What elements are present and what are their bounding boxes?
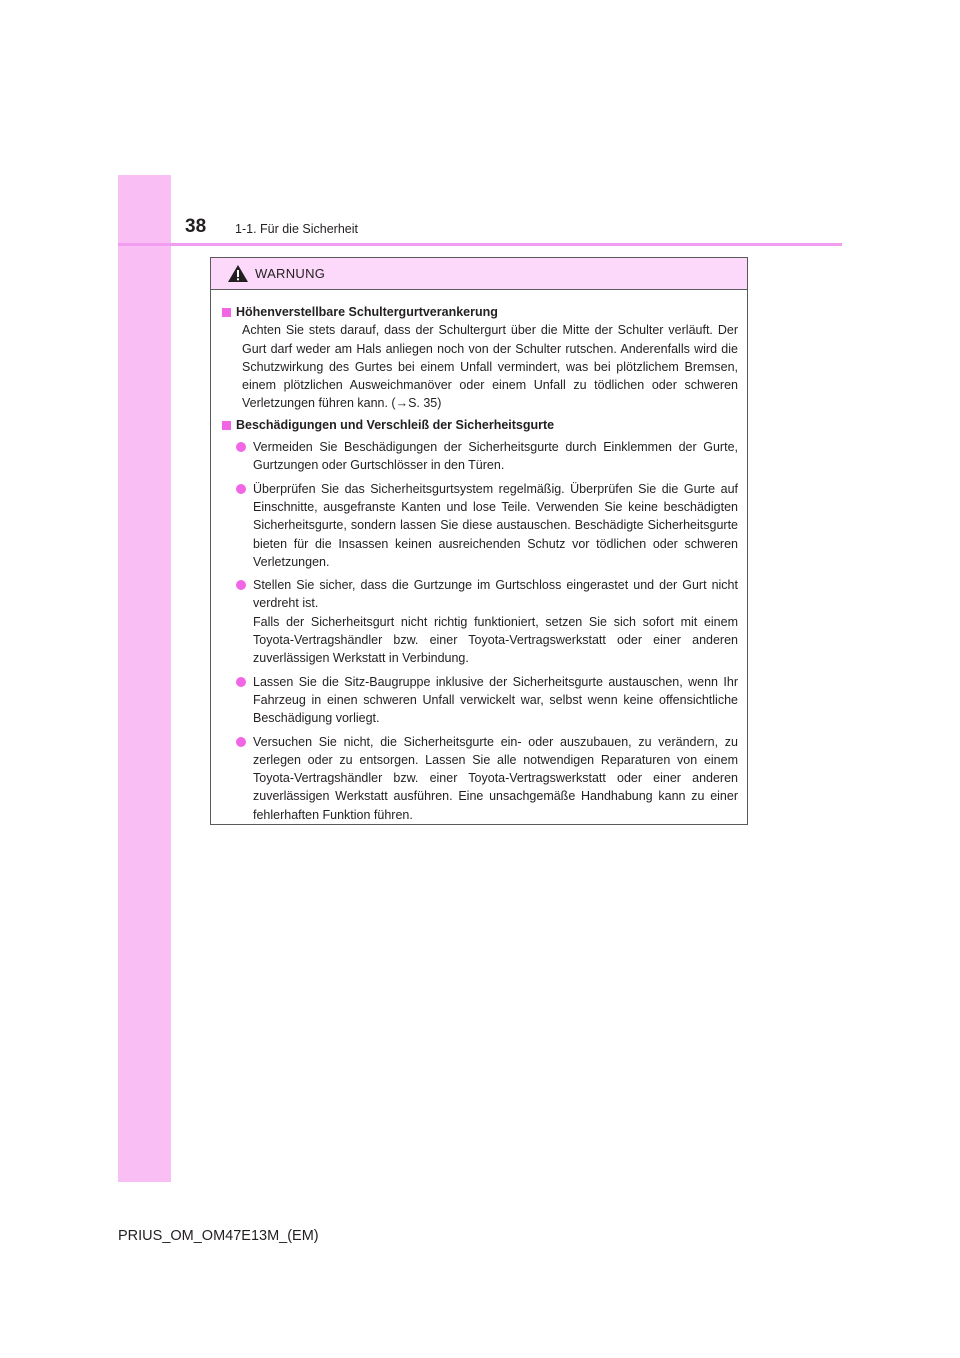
list-item-line: Vermeiden Sie Beschädigungen der Sicherheitsgurte durch Einklemmen der Gurte, Gurtzungen oder Gurtschlösser in den Türen. <box>253 440 738 473</box>
round-bullet-icon <box>236 484 246 494</box>
list-item-text <box>253 438 738 475</box>
list-item-line: Falls der Sicherheitsgurt nicht richtig funktioniert, setzen Sie sich sofort mit einem Toyota-Vertragshändler bzw. einer Toyota-Vertragswerkstatt oder einer anderen zuverlässigen Werkstatt in Verbindung. <box>253 614 738 666</box>
list-item-line: Versuchen Sie nicht, die Sicherheitsgurte ein- oder auszubauen, zu verändern, zu zerlegen oder zu entsorgen. Lassen Sie alle notwendigen Reparaturen von einem Toyota-Vertragshändler bzw. einer Toyota-Vertragswerkstatt oder einer anderen zuverlässigen Werkstatt ausführen. Eine unsachgemäße Handhabung kann zu einer fehlerhaften Funktion führen. <box>253 734 738 822</box>
warning-section-belt-damage <box>222 416 738 824</box>
list-item <box>222 673 738 728</box>
section-heading-row <box>222 303 738 321</box>
list-item <box>222 733 738 824</box>
list-item-text <box>253 733 738 824</box>
side-color-band <box>118 175 171 1182</box>
round-bullet-icon <box>236 677 246 687</box>
warning-body <box>211 290 747 824</box>
list-item-text <box>253 480 738 571</box>
list-item-line: Überprüfen Sie das Sicherheitsgurtsystem regelmäßig. Überprüfen Sie die Gurte auf Einschnitte, ausgefranste Kanten und lose Teile. Verwenden Sie keine beschädigten Sicherheitsgurte, sondern lassen Sie diese austauschen. Beschädigte Sicherheitsgurte bieten für die Insassen keinen ausreichenden Schutz vor tödlichen oder schweren Verletzungen. <box>253 481 738 569</box>
document-code: PRIUS_OM_OM47E13M_(EM) <box>118 1228 319 1244</box>
section-heading-row <box>222 416 738 434</box>
header-divider <box>118 243 842 246</box>
round-bullet-icon <box>236 737 246 747</box>
round-bullet-icon <box>236 580 246 590</box>
section-paragraph: Achten Sie stets darauf, dass der Schultergurt über die Mitte der Schulter verläuft. Der Gurt darf weder am Hals anliegen noch von der Schulter rutschen. Anderenfalls wird die Schutzwirkung des Gurtes bei einem Unfall vermindert, was bei plötzlichem Bremsen, einem plötzlichen Ausweichmanöver oder einem Unfall zu tödlichen oder schweren Verletzungen führen kann. (→S. 35) <box>242 323 738 411</box>
list-item-line: Lassen Sie die Sitz-Baugruppe inklusive der Sicherheitsgurte austauschen, wenn Ihr Fahrzeug in einen schweren Unfall verwickelt war, selbst wenn keine offensichtliche Beschädigung vorliegt. <box>253 674 738 726</box>
list-item-text <box>253 576 738 667</box>
list-item <box>222 576 738 667</box>
list-item <box>222 438 738 475</box>
page-number: 38 <box>185 216 207 237</box>
list-item-line: Stellen Sie sicher, dass die Gurtzunge im Gurtschloss eingerastet und der Gurt nicht verdreht ist. <box>253 578 738 611</box>
section-title: 1-1. Für die Sicherheit <box>235 222 358 236</box>
warning-triangle-icon <box>227 264 249 283</box>
warning-section-shoulder-anchor <box>222 303 738 413</box>
list-item-text <box>253 673 738 728</box>
warning-box <box>210 257 748 825</box>
list-item <box>222 480 738 571</box>
section-heading: Beschädigungen und Verschleiß der Sicherheitsgurte <box>236 417 555 432</box>
section-heading: Höhenverstellbare Schultergurtverankerung <box>236 305 498 319</box>
warning-header <box>211 258 747 290</box>
round-bullet-icon <box>236 442 246 452</box>
square-bullet-icon <box>222 308 231 317</box>
square-bullet-icon <box>222 421 231 430</box>
warning-title: WARNUNG <box>255 266 326 281</box>
